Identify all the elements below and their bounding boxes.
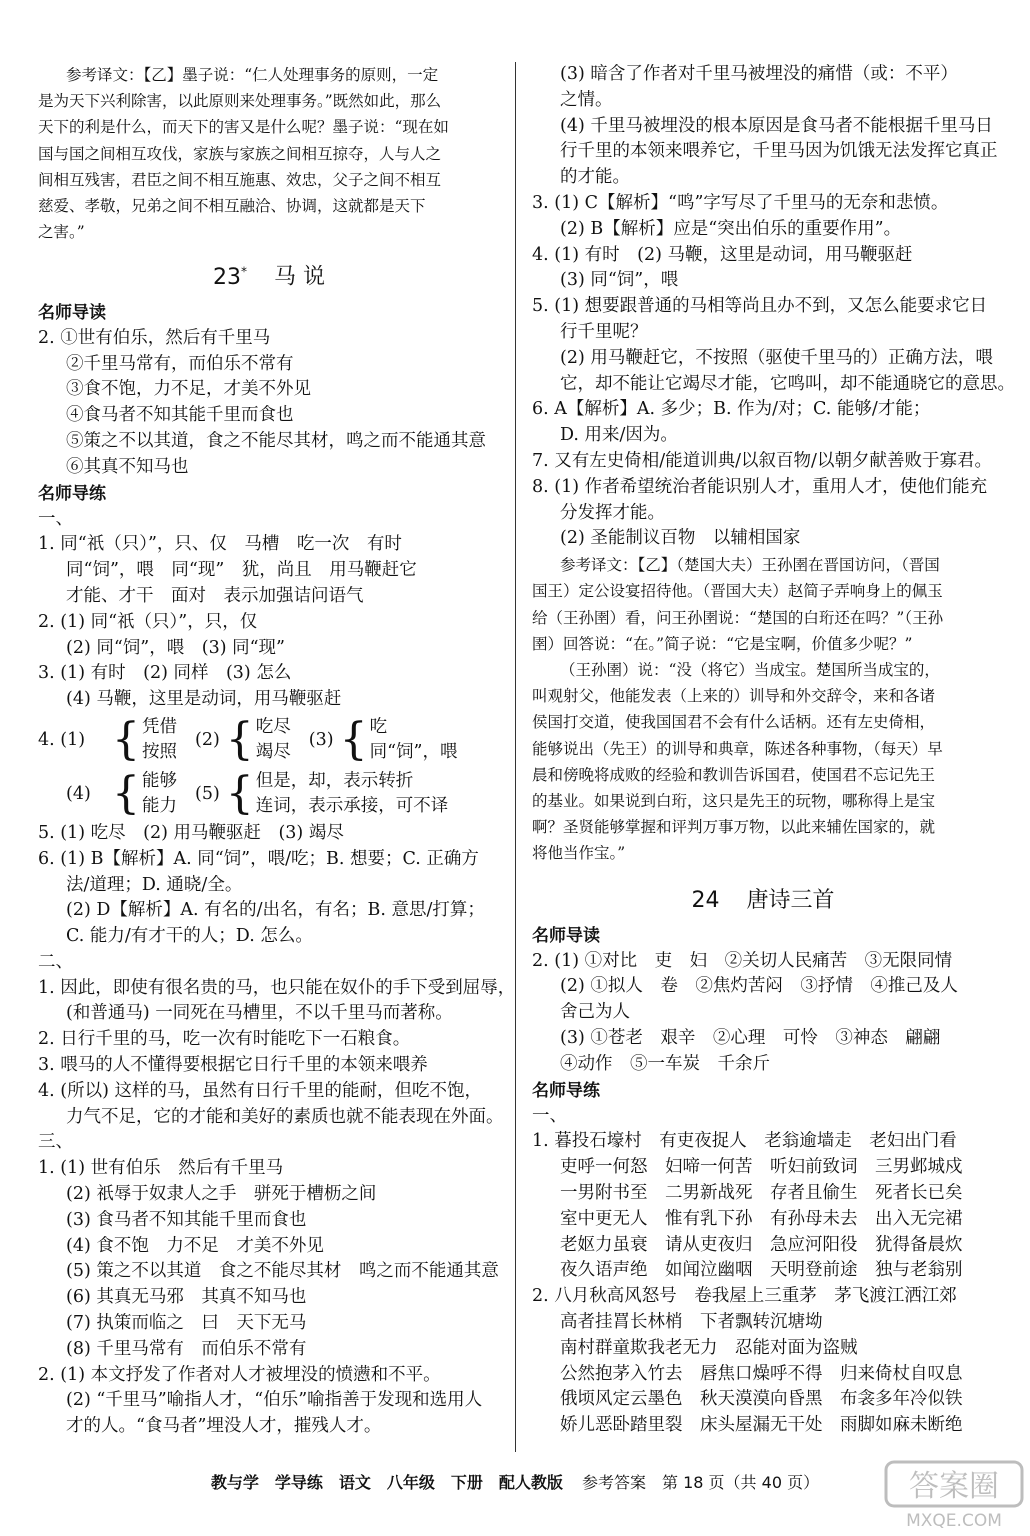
page-info: 参考答案 第 18 页（共 40 页） xyxy=(582,1473,820,1492)
guide-line: ②千里马常有，而伯乐不常有 xyxy=(66,353,294,374)
part-one-answers-continued xyxy=(38,821,500,950)
poem-line: 夜久语声绝 如闻泣幽咽 天明登前途 独与老翁别 xyxy=(560,1260,963,1281)
guide-line: 2. (1) ①对比 吏 妇 ②关切人民痛苦 ③无限同情 xyxy=(532,950,953,971)
answer-line: (2) 祇辱于奴隶人之手 骈死于槽枥之间 xyxy=(66,1184,377,1205)
poem-line: 高者挂罥长林梢 下者飘转沉塘坳 xyxy=(560,1311,823,1332)
poem-line: 2. 八月秋高风怒号 卷我屋上三重茅 茅飞渡江洒江郊 xyxy=(532,1286,957,1307)
lesson-number: 24 xyxy=(691,887,720,913)
answer-line: 才能、才干 面对 表示加强诘问语气 xyxy=(66,585,364,606)
translation-line: 国与国之间相互攻伐，家族与家族之间相互掠夺，人与人之 xyxy=(38,144,442,163)
book-info: 教与学 学导练 语文 八年级 下册 配人教版 xyxy=(210,1473,563,1492)
answer-line: (2) B【解析】应是“突出伯乐的重要作用”。 xyxy=(560,218,902,239)
translation-block xyxy=(38,62,500,245)
lesson-23-title xyxy=(38,251,500,297)
answer-line: 之情。 xyxy=(560,89,613,110)
poem-line: 南村群童欺我老无力 忍能对面为盗贼 xyxy=(560,1337,858,1358)
answer-line: (2) 圣能制议百物 以辅相国家 xyxy=(560,528,801,549)
guide-line: (2) ①拟人 卷 ②焦灼苦闷 ③抒情 ④推己及人 xyxy=(560,976,958,997)
translation-line: 啊？圣贤能够掌握和评判万事万物，以此来辅佐国家的，就 xyxy=(532,818,936,837)
answer-line: (3) 食马者不知其能千里而食也 xyxy=(66,1209,307,1230)
answer-line: 6. (1) B【解析】A. 同“饲”，喂/吃；B. 想要；C. 正确方 xyxy=(38,848,479,869)
answer-line: (8) 千里马常有 而伯乐不常有 xyxy=(66,1338,307,1359)
answer-line: D. 用来/因为。 xyxy=(560,425,678,446)
part-one-label: 一、 xyxy=(38,508,73,529)
part-one-label: 一、 xyxy=(532,1105,567,1126)
answer-line: 3. 喂马的人不懂得要根据它日行千里的本领来喂养 xyxy=(38,1055,428,1076)
answers-5-to-8 xyxy=(532,294,1015,552)
translation-line: 圉）回答说：“在。”简子说：“它是宝啊，价值多少呢？” xyxy=(532,634,913,653)
answer-line: 行千里的本领来喂养它，千里马因为饥饿无法发挥它真正 xyxy=(560,141,998,162)
answer-line: 6. A【解析】A. 多少；B. 作为/对；C. 能够/才能； xyxy=(532,399,931,420)
translation-line: 间相互残害，君臣之间不相互施惠、效忠，父子之间不相互 xyxy=(38,170,442,189)
right-column xyxy=(532,62,1015,1439)
part-one-answers xyxy=(38,532,500,713)
answer-line: (2) 用马鞭赶它，不按照（驱使千里马的）正确方法，喂 xyxy=(560,347,993,368)
lesson-24-title xyxy=(532,881,994,921)
q4-brace-row-a: 4. (1) { 凭借 按照 (2) { 吃尽 竭尽 (3) { 吃 同“饲”，喂 xyxy=(38,713,458,765)
section-practice: 名师导练 xyxy=(532,1080,600,1101)
guide-line: ⑤策之不以其道，食之不能尽其材，鸣之而不能通其意 xyxy=(66,430,486,451)
poem-line: 公然抱茅入竹去 唇焦口燥呼不得 归来倚杖自叹息 xyxy=(560,1363,963,1384)
answer-line: (2) D【解析】A. 有名的/出名，有名；B. 意思/打算； xyxy=(66,900,485,921)
translation-line: 之害。” xyxy=(38,223,85,242)
answer-line: 7. 又有左史倚相/能道训典/以叙百物/以朝夕献善败于寡君。 xyxy=(532,450,992,471)
translation-line: 参考译文：【乙】墨子说：“仁人处理事务的原则，一定 xyxy=(66,66,439,84)
poem-line: 俄顷风定云墨色 秋天漠漠向昏黑 布衾多年冷似铁 xyxy=(560,1389,963,1410)
part-three-label: 三、 xyxy=(38,1132,73,1153)
poem-line: 老妪力虽衰 请从吏夜归 急应河阳役 犹得备晨炊 xyxy=(560,1234,963,1255)
translation-line: 叫观射父，他能发表（上来的）训导和外交辞令，来和各诸 xyxy=(532,687,936,706)
answer-line: (4) 千里马被埋没的根本原因是食马者不能根据千里马日 xyxy=(560,115,993,136)
answer-line: 才的人。“食马者”埋没人才，摧残人才。 xyxy=(66,1416,382,1437)
translation-line: 给（王孙圉）看，问王孙圉说：“楚国的白珩还在吗？”（王孙 xyxy=(532,608,944,627)
translation-line: 国王）定公设宴招待他。（晋国大夫）赵简子弄响身上的佩玉 xyxy=(532,582,943,601)
answer-line: (3) 暗含了作者对千里马被埋没的痛惜（或：不平） xyxy=(560,64,958,84)
answer-line: 5. (1) 想要跟普通的马相等尚且办不到，又怎么能要求它日 xyxy=(532,296,988,317)
answer-line: 3. (1) 有时 (2) 同样 (3) 怎么 xyxy=(38,663,292,684)
translation-line: 是为天下兴利除害，以此原则来处理事务。”既然如此，那么 xyxy=(38,92,442,111)
answer-line: 分发挥才能。 xyxy=(560,502,665,523)
lesson-name: 唐诗三首 xyxy=(746,887,835,913)
part-two-label: 二、 xyxy=(38,951,73,972)
answer-line: (6) 其真无马邪 其真不知马也 xyxy=(66,1287,307,1308)
answer-line: (2) 同“饲”，喂 (3) 同“现” xyxy=(66,637,285,658)
poem-line: 一男附书至 二男新战死 存者且偷生 死者长已矣 xyxy=(560,1182,963,1203)
answer-line: 1. 因此，即使有很名贵的马，也只能在奴仆的手下受到屈辱， xyxy=(38,977,516,998)
translation-line: 将他当作宝。” xyxy=(532,844,626,863)
guide-line: ⑥其真不知马也 xyxy=(66,456,189,477)
answer-line: 2. 日行千里的马，吃一次有时能吃下一石粮食。 xyxy=(38,1029,411,1050)
answers-continued xyxy=(532,62,998,294)
guide-line: ③食不饱，力不足，才美不外见 xyxy=(66,379,311,400)
answer-line: 同“饲”，喂 同“现” 犹，尚且 用马鞭赶它 xyxy=(66,560,417,581)
answer-line: 4. (1) 有时 (2) 马鞭，这里是动词，用马鞭驱赶 xyxy=(532,244,913,265)
answer-line: 2. (1) 本文抒发了作者对人才被埋没的愤懑和不平。 xyxy=(38,1364,441,1385)
part-two-answers xyxy=(38,976,516,1131)
left-column xyxy=(38,62,516,1440)
poem-line: 1. 暮投石壕村 有吏夜捉人 老翁逾墙走 老妇出门看 xyxy=(532,1131,957,1152)
poem-line: 吏呼一何怒 妇啼一何苦 听妇前致词 三男邺城戍 xyxy=(560,1157,963,1178)
section-practice: 名师导练 xyxy=(38,483,106,504)
answer-line: 法/道理；D. 通晓/全。 xyxy=(66,874,243,895)
guide-line: ④食马者不知其能千里而食也 xyxy=(66,405,294,426)
translation-line: 天下的利是什么，而天下的害又是什么呢？墨子说：“现在如 xyxy=(38,118,449,137)
lesson-number: 23* xyxy=(213,264,247,290)
answer-line: (7) 执策而临之 曰 天下无马 xyxy=(66,1313,307,1334)
page-footer xyxy=(0,1468,1030,1498)
answer-line: (3) 同“饲”，喂 xyxy=(560,270,679,291)
column-divider xyxy=(515,62,516,1452)
translation-line: 侯国打交道，使我国国君不会有什么话柄。还有左史倚相， xyxy=(532,713,936,732)
answer-line: 4. (所以) 这样的马，虽然有日行千里的能耐，但吃不饱， xyxy=(38,1080,482,1101)
part-three-answers xyxy=(38,1156,500,1440)
poem-answers xyxy=(532,1129,994,1439)
answer-line: 5. (1) 吃尽 (2) 用马鞭驱赶 (3) 竭尽 xyxy=(38,822,344,843)
answer-line: (4) 马鞭，这里是动词，用马鞭驱赶 xyxy=(66,689,342,710)
answer-line: 3. (1) C【解析】“鸣”字写尽了千里马的无奈和悲愤。 xyxy=(532,192,949,213)
answer-line: 8. (1) 作者希望统治者能识别人才，重用人才，使他们能充 xyxy=(532,476,988,497)
q4-brace-row-b: (4) { 能够 能力 (5) { 但是，却，表示转折 连词，表示承接，可不译 xyxy=(66,767,449,819)
answer-line: 2. (1) 同“祇（只）”，只，仅 xyxy=(38,611,258,632)
translation-line: 晨和傍晚将成败的经验和教训告诉国君，使国君不忘记先王 xyxy=(532,765,936,784)
watermark-cn: 答案圈 xyxy=(909,1469,999,1504)
answer-line: 的才能。 xyxy=(560,167,630,188)
translation-line: 慈爱、孝敬，兄弟之间不相互融洽、协调，这就都是天下 xyxy=(38,197,426,216)
answer-line: 1. (1) 世有伯乐 然后有千里马 xyxy=(38,1158,284,1179)
translation-line: 能够说出（先王）的训导和典章，陈述各种事物，（每天）早 xyxy=(532,739,943,758)
translation-line: 的基业。如果说到白珩，这只是先王的玩物，哪称得上是宝 xyxy=(532,791,936,810)
reading-guide-list xyxy=(38,326,500,481)
guide-line: 舍己为人 xyxy=(560,1002,630,1023)
reading-guide-list xyxy=(532,949,994,1078)
section-reading-guide: 名师导读 xyxy=(38,302,106,323)
answer-line: (和普通马) 一同死在马槽里，不以千里马而著称。 xyxy=(66,1003,453,1024)
translation-line: 参考译文：【乙】（楚国大夫）王孙圉在晋国访问，（晋国 xyxy=(560,556,940,575)
poem-line: 室中更无人 惟有乳下孙 有孙母未去 出入无完裙 xyxy=(560,1208,963,1229)
lesson-name: 马 说 xyxy=(274,264,325,290)
answer-line: 行千里呢？ xyxy=(560,321,648,342)
answer-line: (2) “千里马”喻指人才，“伯乐”喻指善于发现和选用人 xyxy=(66,1390,483,1411)
answer-line: (5) 策之不以其道 食之不能尽其材 鸣之而不能通其意 xyxy=(66,1261,499,1282)
translation-line: （王孙圉）说：“没（将它）当成宝。楚国所当成宝的， xyxy=(560,660,940,679)
answer-line: (4) 食不饱 力不足 才美不外见 xyxy=(66,1235,324,1256)
answer-line: C. 能力/有才干的人；D. 怎么。 xyxy=(66,926,313,947)
watermark-en: MXQE.COM xyxy=(906,1511,1002,1531)
answer-line: 力气不足，它的才能和美好的素质也就不能表现在外面。 xyxy=(66,1106,504,1127)
answer-line: 它，却不能让它竭尽才能，它鸣叫，却不能通晓它的意思。 xyxy=(560,373,1015,394)
watermark-logo xyxy=(884,1460,1024,1532)
guide-line: (3) ①苍老 艰辛 ②心理 可怜 ③神态 翩翩 xyxy=(560,1027,941,1048)
translation-block-2 xyxy=(532,552,994,866)
section-reading-guide: 名师导读 xyxy=(532,925,600,946)
guide-line: ④动作 ⑤一车炭 千余斤 xyxy=(560,1053,770,1074)
poem-line: 娇儿恶卧踏里裂 床头屋漏无干处 雨脚如麻未断绝 xyxy=(560,1415,963,1436)
answer-line: 1. 同“祇（只）”，只、仅 马槽 吃一次 有时 xyxy=(38,534,402,555)
guide-line: 2. ①世有伯乐，然后有千里马 xyxy=(38,327,271,348)
